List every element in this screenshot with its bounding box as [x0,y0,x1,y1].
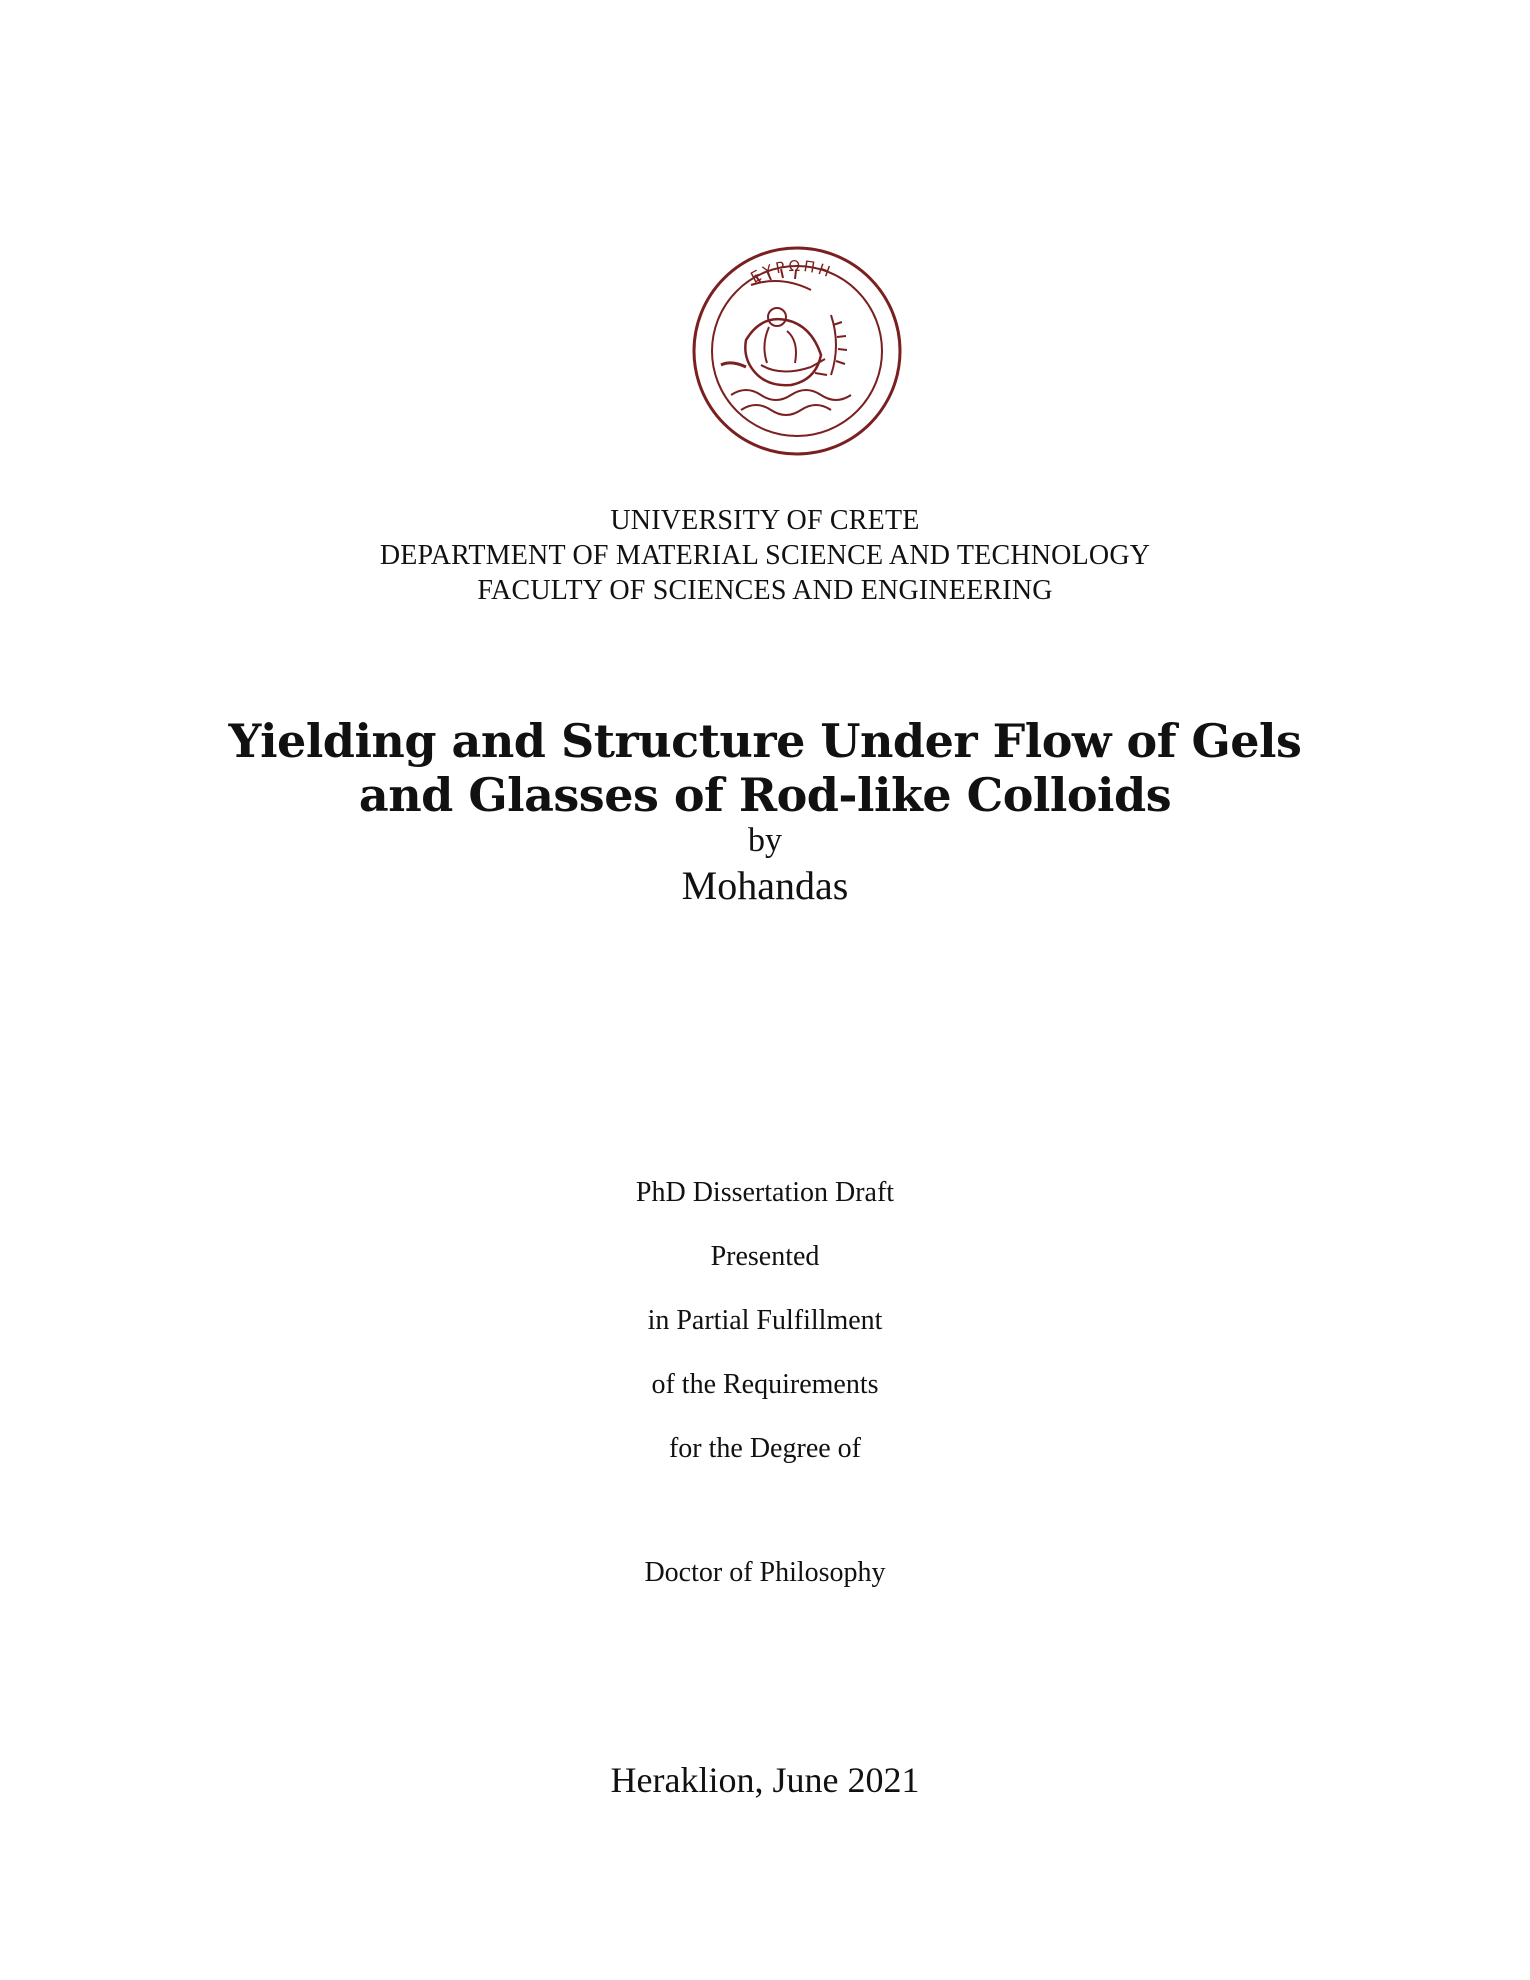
partial-fulfillment: in Partial Fulfillment [647,1305,883,1336]
seal-icon [691,245,903,457]
thesis-title-line-1: Yielding and Structure Under Flow of Gels [228,714,1302,768]
place-and-date: Heraklion, June 2021 [610,1760,920,1800]
by-label: by [748,822,782,859]
requirements-label: of the Requirements [651,1369,879,1400]
thesis-title-line-2: and Glasses of Rod-like Colloids [358,768,1172,822]
author-name: Mohandas [681,863,849,908]
presented-label: Presented [710,1241,820,1272]
dissertation-type: PhD Dissertation Draft [635,1177,895,1208]
department-name: DEPARTMENT OF MATERIAL SCIENCE AND TECHNOLOGY [379,540,1151,571]
university-seal [691,245,903,457]
faculty-name: FACULTY OF SCIENCES AND ENGINEERING [477,575,1053,606]
institution-name: UNIVERSITY OF CRETE [610,505,920,536]
degree-of-label: for the Degree of [668,1433,861,1464]
degree-name: Doctor of Philosophy [644,1557,886,1588]
seal-text: ΕΥΡΩΠΗ [747,256,836,287]
